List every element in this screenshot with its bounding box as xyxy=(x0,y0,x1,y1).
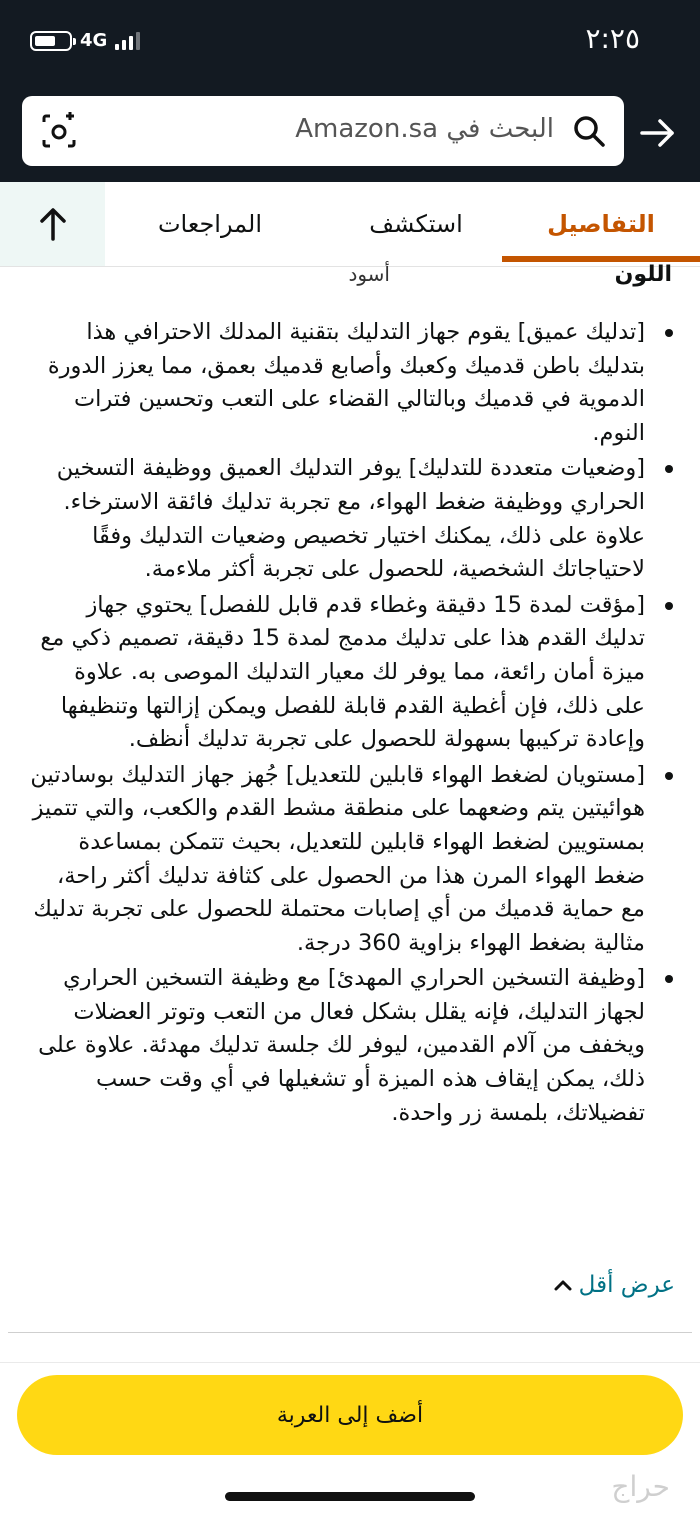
search-icon[interactable] xyxy=(572,114,606,152)
camera-scan-icon[interactable] xyxy=(40,112,78,154)
chevron-up-icon xyxy=(553,1278,573,1292)
show-less-link[interactable] xyxy=(553,1272,675,1298)
feature-bullet: [وظيفة التسخين الحراري المهدئ] مع وظيفة التسخين الحراري لجهاز التدليك، فإنه يقلل بشكل فعال من التعب وتوتر العضلات ويخفف من آلام القدمين، ليوفر لك جلسة تدليك مهدئة. علاوة على ذلك، يمكن إيقاف هذه الميزة أو تشغيلها في أي وقت حسب تفضيلاتك، بلمسة زر واحدة. xyxy=(30,962,675,1130)
feature-bullet: [وضعيات متعددة للتدليك] يوفر التدليك العميق ووظيفة التسخين الحراري ووظيفة ضغط الهواء، مع تجربة تدليك فائقة الاسترخاء. علاوة على ذلك، يمكنك اختيار تخصيص وضعيات التدليك وفقًا لاحتياجاتك الشخصية، للحصول على تجربة أكثر ملاءمة. xyxy=(30,452,675,586)
tab-reviews[interactable]: المراجعات xyxy=(157,210,263,238)
feature-bullet: [مستويان لضغط الهواء قابلين للتعديل] جُهز جهاز التدليك بوسادتين هوائيتين يتم وضعهما على منطقة مشط القدم والكعب، والتي تتميز بمستويين لضغط الهواء قابلين للتعديل، بحيث تتمكن بمساعدة ضغط الهواء المرن هذا من الحصول على كثافة تدليك أكثر راحة، مع حماية قدميك من أي إصابات محتملة للحصول على تجربة تدليك مثالية بضغط الهواء بزاوية 360 درجة. xyxy=(30,759,675,961)
status-indicators xyxy=(30,30,140,51)
color-label: اللون xyxy=(614,262,672,287)
divider xyxy=(8,1332,692,1333)
network-type: 4G xyxy=(80,30,108,51)
home-indicator[interactable] xyxy=(225,1492,475,1501)
feature-bullet: [تدليك عميق] يقوم جهاز التدليك بتقنية المدلك الاحترافي هذا بتدليك باطن قدميك وكعبك وأصابع قدميك بعمق، مما يعزز الدورة الدموية في قدميك وبالتالي القضاء على التعب وتحسين فترات النوم. xyxy=(30,316,675,450)
divider xyxy=(0,1362,700,1363)
battery-icon xyxy=(30,31,72,51)
show-less-label: عرض أقل xyxy=(578,1272,675,1298)
scroll-to-top-button[interactable] xyxy=(0,182,105,266)
color-value: أسود xyxy=(348,262,390,286)
tab-details[interactable]: التفاصيل xyxy=(547,210,655,238)
signal-icon xyxy=(115,32,140,50)
add-to-cart-button[interactable]: أضف إلى العربة xyxy=(17,1375,683,1455)
search-input[interactable] xyxy=(22,96,624,166)
search-placeholder: البحث في Amazon.sa xyxy=(295,114,554,144)
watermark-logo: حراج xyxy=(611,1470,670,1503)
tab-bar xyxy=(0,182,700,267)
feature-bullets xyxy=(30,316,675,1132)
feature-bullet: [مؤقت لمدة 15 دقيقة وغطاء قدم قابل للفصل] يحتوي جهاز تدليك القدم هذا على تدليك مدمج لمدة 15 دقيقة، تصميم ذكي مع ميزة أمان رائعة، مما يوفر لك معيار التدليك الموصى به. علاوة على ذلك، فإن أغطية القدم قابلة للفصل ويمكن إزالتها وتنظيفها وإعادة تركيبها بسهولة للحصول على تجربة تدليك أنظف. xyxy=(30,589,675,757)
top-bar xyxy=(0,0,700,182)
tab-explore[interactable]: استكشف xyxy=(369,210,463,238)
arrow-up-icon xyxy=(38,207,68,241)
arrow-right-icon[interactable] xyxy=(640,118,676,152)
status-time: ٢:٢٥ xyxy=(585,22,640,55)
